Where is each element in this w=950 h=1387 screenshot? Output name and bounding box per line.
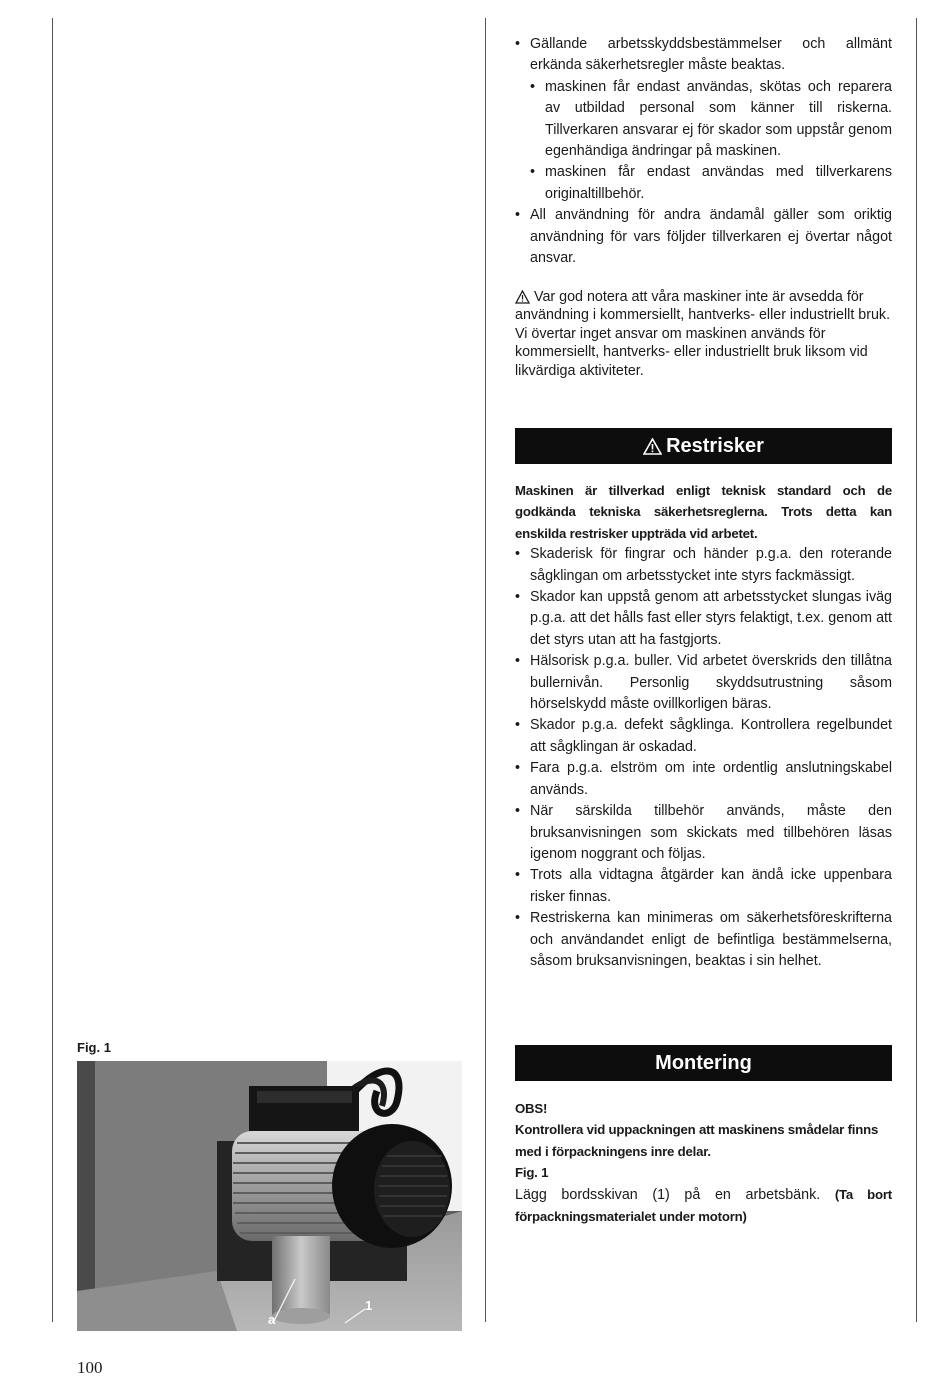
montering-heading-text: Montering (655, 1052, 752, 1074)
risk-item: • Fara p.g.a. elström om inte ordentlig anslutningskabel används. (515, 758, 892, 801)
intro-sub-bullet: • maskinen får endast användas, skötas och reparera av utbildad personal som känner till riskerna. Tillverkaren ansvarar ej för skador som uppstår genom egenhändiga ändringar på maskinen. (530, 77, 892, 163)
warning-note-text: Var god notera att våra maskiner inte är avsedda för användning i kommersiellt, hantverks- eller industriellt bruk. Vi övertar inget ansvar om maskinen används för kommersiellt, hantverks- eller industriellt bruk liksom vid likvärdiga aktiviteter. (515, 289, 891, 379)
risk-item: • Skaderisk för fingrar och händer p.g.a. den roterande sågklingan om arbetsstycket inte styrs fackmässigt. (515, 544, 892, 587)
risk-item: • Skador p.g.a. defekt sågklinga. Kontrollera regelbundet att sågklingan är oskadad. (515, 715, 892, 758)
motor-photo (77, 1061, 462, 1331)
montering-step (515, 1184, 892, 1229)
montering-step-bold: (Ta bort förpackningsmaterialet under motorn) (515, 1186, 892, 1225)
intro-section (515, 34, 892, 269)
motor-illustration (77, 1061, 462, 1331)
montering-heading (515, 1045, 892, 1081)
callout-1: 1 (365, 1298, 373, 1313)
obs-text: Kontrollera vid uppackningen att maskinens smådelar finns med i förpackningens inre delar. (515, 1122, 879, 1159)
intro-bullet: • Gällande arbetsskyddsbestämmelser och allmänt erkända säkerhetsregler måste beaktas. (515, 34, 892, 77)
figure-label: Fig. 1 (77, 1040, 111, 1055)
restrisker-heading-text: Restrisker (666, 435, 764, 457)
left-margin-rule (52, 18, 53, 1322)
risk-item: • Hälsorisk p.g.a. buller. Vid arbetet överskrids den tillåtna bullernivån. Personlig skyddsutrustning såsom hörselskydd måste ovillkorligen bäras. (515, 651, 892, 715)
risk-item: • Skador kan uppstå genom att arbetsstycket slungas iväg p.g.a. att det hålls fast eller styrs felaktigt, t.ex. genom att det styrs utan att ha fastgjorts. (515, 587, 892, 651)
warning-triangle-icon (643, 438, 662, 455)
intro-bullet: • All användning för andra ändamål gäller som oriktig användning för vars följder tillverkaren ej övertar något ansvar. (515, 205, 892, 269)
callout-a: a (268, 1312, 276, 1327)
risk-item: • Restriskerna kan minimeras om säkerhetsföreskrifterna och användandet enligt de befintliga bestämmelserna, såsom bruksanvisningen, beaktas i sin helhet. (515, 908, 892, 972)
risk-item: • När särskilda tillbehör används, måste den bruksanvisningen som skickats med tillbehören läsas igenom noggrant och följas. (515, 801, 892, 865)
warning-triangle-icon (515, 290, 530, 304)
center-column-rule (485, 18, 486, 1322)
risk-item: • Trots alla vidtagna åtgärder kan ändå icke uppenbara risker finnas. (515, 865, 892, 908)
fig-reference: Fig. 1 (515, 1165, 549, 1181)
montering-step-text: Lägg bordsskivan (1) på en arbetsbänk. (515, 1186, 821, 1203)
right-margin-rule (916, 18, 917, 1322)
page-number: 100 (77, 1358, 103, 1377)
restrisker-heading (515, 428, 892, 464)
montering-body (515, 1098, 892, 1228)
intro-sub-bullet: • maskinen får endast användas med tillverkarens originaltillbehör. (530, 162, 892, 205)
restrisker-lead: Maskinen är tillverkad enligt teknisk standard och de godkända tekniska säkerhetsreglerna. Trots detta kan enskilda restrisker uppträda vid arbetet. (515, 483, 892, 541)
obs-label: OBS! (515, 1101, 548, 1116)
warning-note (515, 288, 892, 380)
restrisker-body (515, 480, 892, 972)
